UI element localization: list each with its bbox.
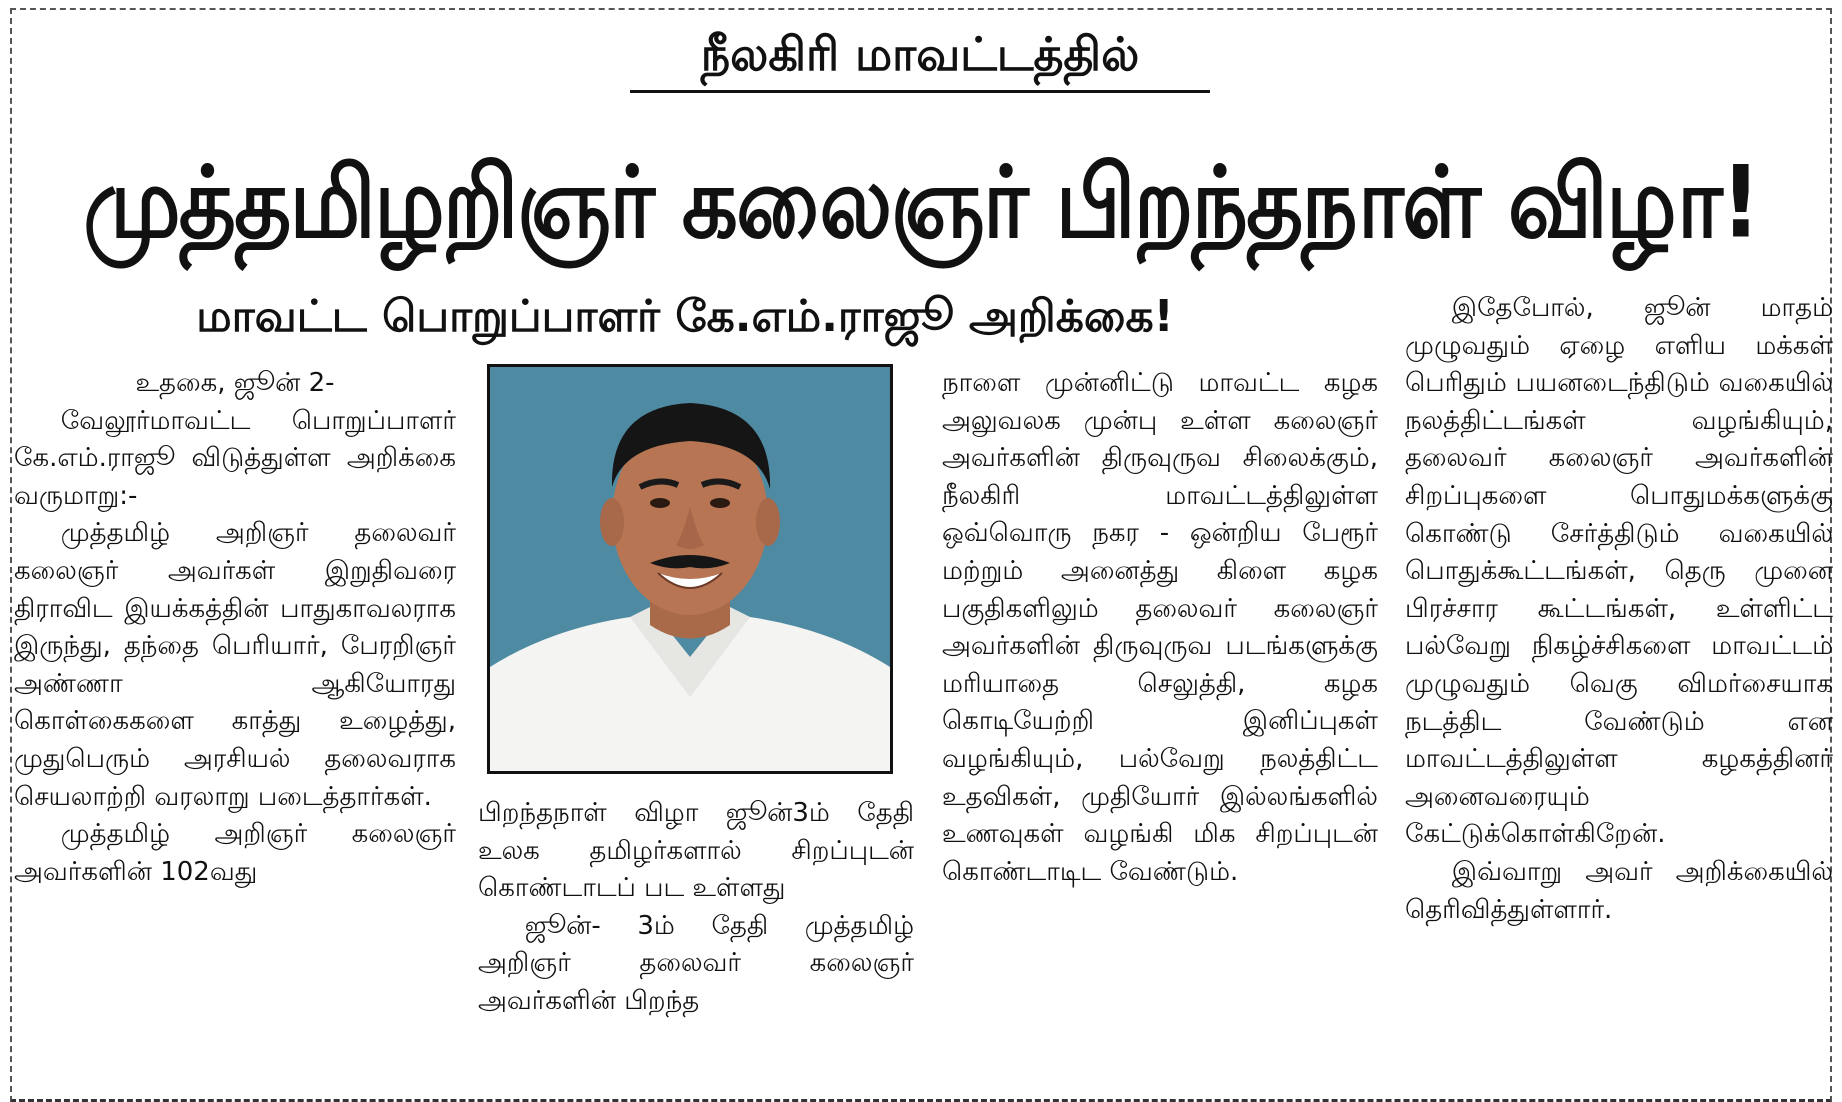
article-subheadline: மாவட்ட பொறுப்பாளர் கே.எம்.ராஜூ அறிக்கை! — [196, 291, 1174, 342]
body-paragraph: ஜூன்- 3ம் தேதி முத்தமிழ் அறிஞர் தலைவர் கலைஞர் அவர்களின் பிறந்த — [478, 910, 914, 1016]
article-column-4 — [1405, 290, 1833, 929]
body-paragraph: வேலூர்மாவட்ட பொறுப்பாளர் கே.எம்.ராஜூ விடுத்துள்ள அறிக்கை வருமாறு:- — [14, 405, 456, 511]
portrait-image — [490, 367, 890, 771]
article-kicker: நீலகிரி மாவட்டத்தில் — [700, 27, 1140, 81]
portrait-photo — [487, 364, 893, 774]
body-paragraph: இதேபோல், ஜூன் மாதம் முழுவதும் ஏழை எளிய மக்கள் பெரிதும் பயனடைந்திடும் வகையில் நலத்திட்டங்கள் வழங்கியும், தலைவர் கலைஞர் அவர்களின் சிறப்புகளை பொதுமக்களுக்கு கொண்டு சேர்த்திடும் வகையில் பொதுக்கூட்டங்கள், தெரு முனை பிரச்சார கூட்டங்கள், உள்ளிட்ட பல்வேறு நிகழ்ச்சிகளை மாவட்டம் முழுவதும் வெகு விமர்சையாக நடத்திட வேண்டும் என மாவட்டத்திலுள்ள கழகத்தினர் அனைவரையும் கேட்டுக்கொள்கிறேன். — [1405, 293, 1833, 850]
article-headline: முத்தமிழறிஞர் கலைஞர் பிறந்தநாள் விழா! — [83, 144, 1759, 260]
body-paragraph: நாளை முன்னிட்டு மாவட்ட கழக அலுவலக முன்பு உள்ள கலைஞர் அவர்களின் திருவுருவ சிலைக்கும், நீலகிரி மாவட்டத்திலுள்ள ஒவ்வொரு நகர - ஒன்றிய பேரூர் மற்றும் அனைத்து கிளை கழக பகுதிகளிலும் தலைவர் கலைஞர் அவர்களின் திருவுருவ படங்களுக்கு மரியாதை செலுத்தி, கழக கொடியேற்றி இனிப்புகள் வழங்கியும், பல்வேறு நலத்திட்ட உதவிகள், முதியோர் இல்லங்களில் உணவுகள் வழங்கி மிக சிறப்புடன் கொண்டாடிட வேண்டும். — [942, 368, 1378, 887]
body-paragraph: பிறந்தநாள் விழா ஜூன்3ம் தேதி உலக தமிழர்களால் சிறப்புடன் கொண்டாடப் பட உள்ளது — [478, 798, 914, 904]
kicker-underline — [630, 90, 1210, 93]
dateline: உதகை, ஜூன் 2- — [135, 368, 335, 398]
article-column-2 — [478, 795, 914, 1021]
article-column-3 — [942, 365, 1378, 891]
body-paragraph: முத்தமிழ் அறிஞர் கலைஞர் அவர்களின் 102வது — [14, 819, 456, 887]
body-paragraph: முத்தமிழ் அறிஞர் தலைவர் கலைஞர் அவர்கள் இறுதிவரை திராவிட இயக்கத்தின் பாதுகாவலராக இருந்து, தந்தை பெரியார், பேரறிஞர் அண்ணா ஆகியோரது கொள்கைகளை காத்து உழைத்து, முதுபெரும் அரசியல் தலைவராக செயலாற்றி வரலாறு படைத்தார்கள். — [14, 518, 456, 812]
article-column-1 — [14, 365, 456, 891]
body-paragraph: இவ்வாறு அவர் அறிக்கையில் தெரிவித்துள்ளார். — [1405, 856, 1833, 925]
